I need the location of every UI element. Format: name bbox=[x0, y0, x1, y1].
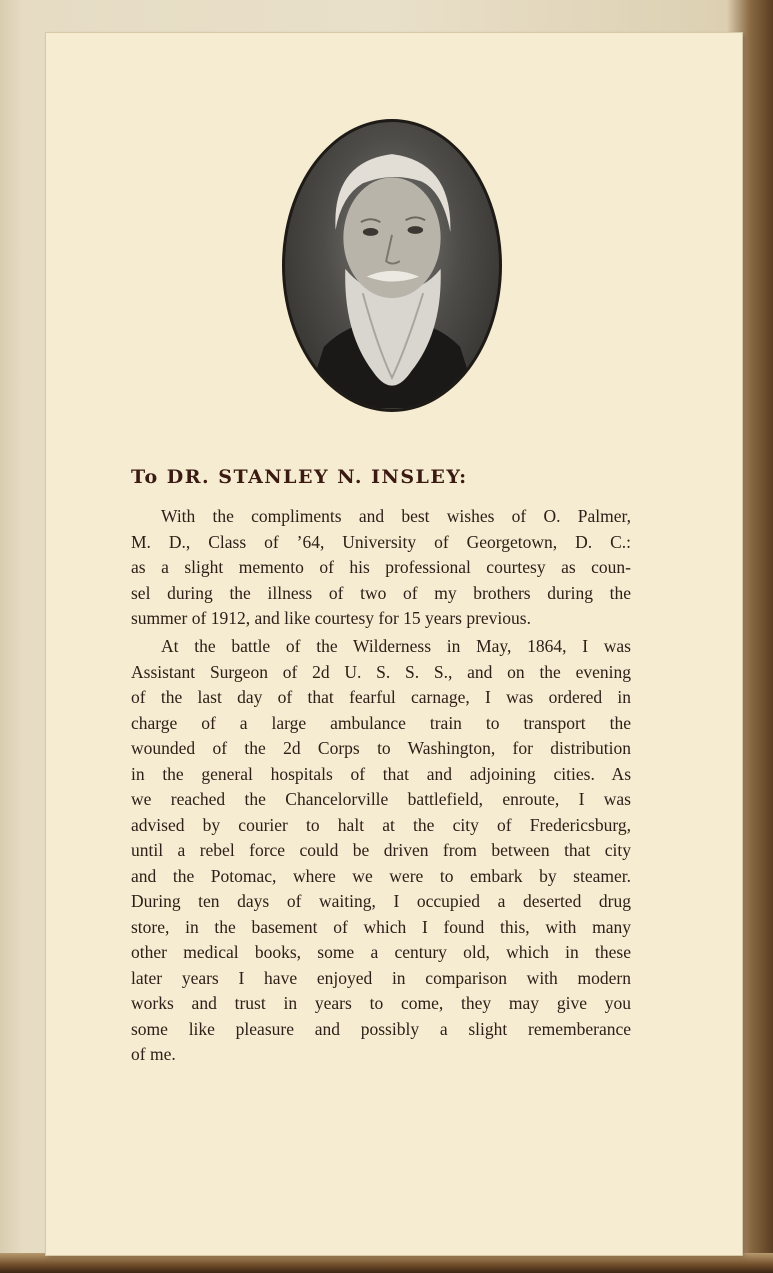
text-line: in the general hospitals of that and adjoining cities. As bbox=[131, 763, 631, 784]
text-line: At the battle of the Wilderness in May, 1864, I was bbox=[161, 636, 631, 656]
text-line: and the Potomac, where we were to embark by steamer. bbox=[131, 865, 631, 886]
text-line: Assistant Surgeon of 2d U. S. S. S., and on the evening bbox=[131, 661, 631, 682]
text-line: wounded of the 2d Corps to Washington, for distribution bbox=[131, 738, 631, 758]
dedication-paragraph-2 bbox=[131, 634, 631, 1068]
text-line: store, in the basement of which I found this, with many bbox=[131, 916, 631, 937]
text-line: of the last day of that fearful carnage, I was ordered in bbox=[131, 687, 631, 707]
text-line: as a slight memento of his professional courtesy as coun- bbox=[131, 557, 631, 577]
text-line: we reached the Chancelorville battlefield, enroute, I was bbox=[131, 789, 631, 809]
text-line: summer of 1912, and like courtesy for 15 years previous. bbox=[131, 608, 531, 628]
text-line: later years I have enjoyed in comparison with modern bbox=[131, 967, 631, 988]
book-bottom-edge bbox=[0, 1253, 773, 1273]
text-line: advised by courier to halt at the city of Fredericsburg, bbox=[131, 814, 631, 835]
text-line: With the compliments and best wishes of O. Palmer, bbox=[161, 506, 631, 526]
text-line: other medical books, some a century old, which in these bbox=[131, 942, 631, 962]
text-line: sel during the illness of two of my brothers during the bbox=[131, 582, 631, 603]
text-line: works and trust in years to come, they may give you bbox=[131, 993, 631, 1013]
dedication-paragraph-1 bbox=[131, 504, 631, 632]
text-line: until a rebel force could be driven from between that city bbox=[131, 840, 631, 860]
portrait-photo bbox=[282, 119, 502, 412]
portrait-illustration bbox=[285, 122, 499, 409]
text-line: charge of a large ambulance train to transport the bbox=[131, 712, 631, 733]
text-line: of me. bbox=[131, 1044, 176, 1064]
text-line: During ten days of waiting, I occupied a deserted drug bbox=[131, 891, 631, 911]
text-line: M. D., Class of ’64, University of Georgetown, D. C.: bbox=[131, 531, 631, 552]
text-line: some like pleasure and possibly a slight rememberance bbox=[131, 1018, 631, 1039]
dedication-heading: To DR. STANLEY N. INSLEY: bbox=[131, 466, 468, 488]
